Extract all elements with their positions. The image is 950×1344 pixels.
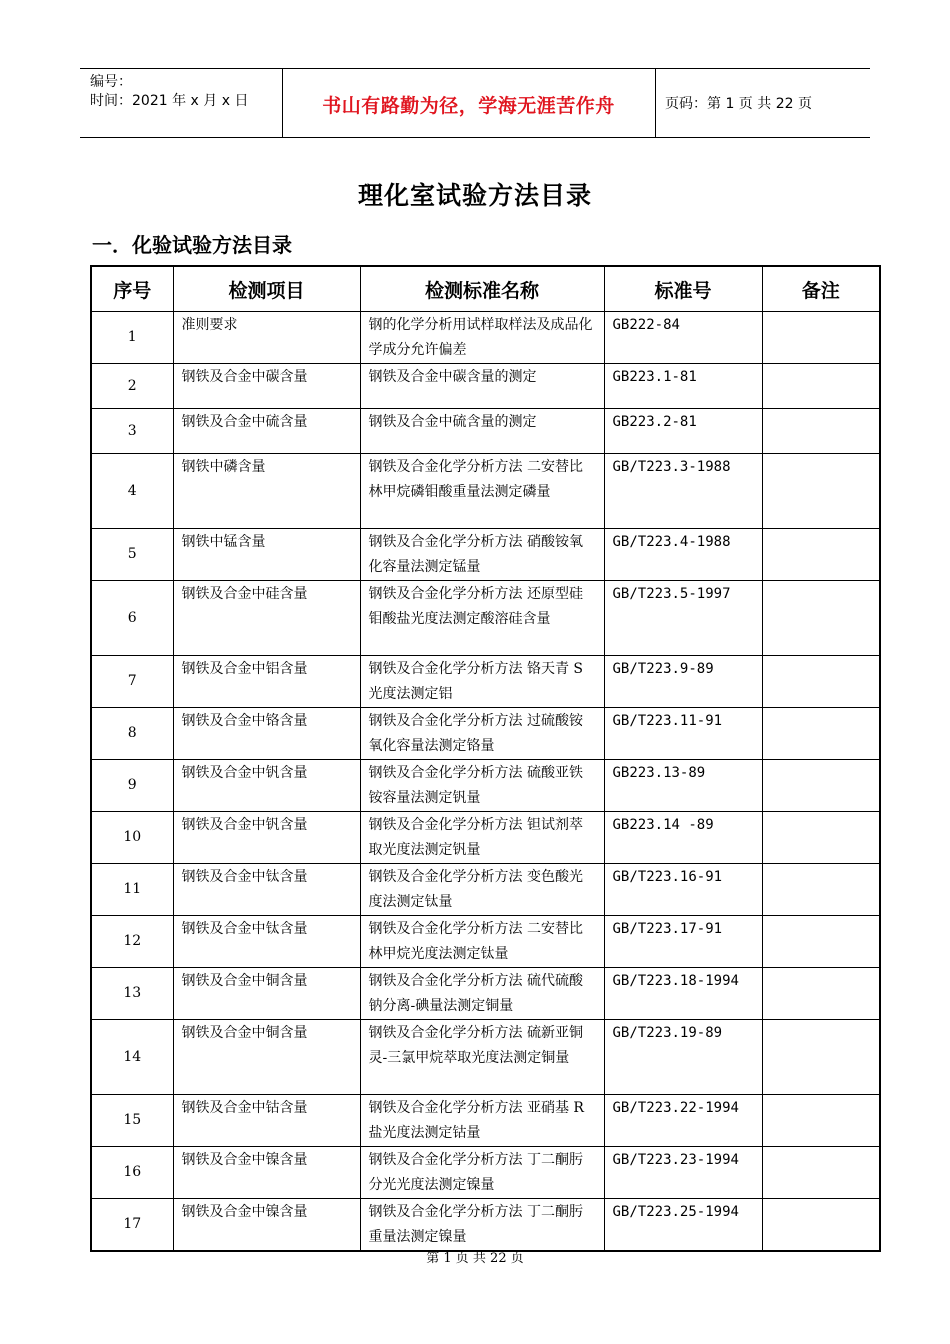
- row-note: [762, 864, 880, 916]
- row-standard-name: 钢铁及合金化学分析方法 钽试剂萃取光度法测定钒量: [360, 812, 604, 864]
- row-standard-no: GB/T223.25-1994: [604, 1199, 762, 1252]
- row-standard-name: 钢铁及合金化学分析方法 硫代硫酸钠分离-碘量法测定铜量: [360, 968, 604, 1020]
- row-standard-no: GB/T223.11-91: [604, 708, 762, 760]
- row-number: 3: [91, 409, 173, 454]
- row-standard-name: 钢铁及合金化学分析方法 亚硝基 R 盐光度法测定钴量: [360, 1095, 604, 1147]
- header-standard-no: 标准号: [604, 266, 762, 312]
- table-row: [91, 708, 880, 760]
- row-item: 钢铁及合金中硅含量: [173, 581, 360, 656]
- row-standard-name: 钢铁及合金中碳含量的测定: [360, 364, 604, 409]
- time-line: 时间：2021 年 x 月 x 日: [90, 93, 249, 109]
- methods-table: [90, 265, 881, 1252]
- row-note: [762, 454, 880, 529]
- row-standard-name: 钢铁及合金化学分析方法 铬天青 S 光度法测定铝: [360, 656, 604, 708]
- row-item: 钢铁及合金中铝含量: [173, 656, 360, 708]
- row-note: [762, 581, 880, 656]
- row-standard-no: GB/T223.17-91: [604, 916, 762, 968]
- row-number: 15: [91, 1095, 173, 1147]
- row-number: 17: [91, 1199, 173, 1252]
- table-row: [91, 529, 880, 581]
- row-item: 钢铁及合金中铜含量: [173, 968, 360, 1020]
- row-note: [762, 409, 880, 454]
- table-row: [91, 968, 880, 1020]
- row-number: 16: [91, 1147, 173, 1199]
- row-item: 钢铁及合金中镍含量: [173, 1199, 360, 1252]
- table-row: [91, 581, 880, 656]
- row-standard-no: GB/T223.22-1994: [604, 1095, 762, 1147]
- row-standard-name: 钢铁及合金化学分析方法 过硫酸铵氧化容量法测定铬量: [360, 708, 604, 760]
- row-number: 1: [91, 312, 173, 364]
- row-standard-name: 钢的化学分析用试样取样法及成品化学成分允许偏差: [360, 312, 604, 364]
- row-standard-name: 钢铁及合金化学分析方法 丁二酮肟重量法测定镍量: [360, 1199, 604, 1252]
- row-item: 钢铁及合金中镍含量: [173, 1147, 360, 1199]
- row-number: 7: [91, 656, 173, 708]
- page-footer: 第 1 页 共 22 页: [426, 1251, 524, 1266]
- table-row: [91, 656, 880, 708]
- row-standard-name: 钢铁及合金化学分析方法 硫新亚铜灵-三氯甲烷萃取光度法测定铜量: [360, 1020, 604, 1095]
- row-number: 10: [91, 812, 173, 864]
- table-row: [91, 916, 880, 968]
- table-row: [91, 760, 880, 812]
- row-item: 钢铁及合金中钒含量: [173, 760, 360, 812]
- header-slogan: 书山有路勤为径，学海无涯苦作舟: [322, 95, 615, 117]
- table-row: [91, 812, 880, 864]
- row-standard-no: GB/T223.3-1988: [604, 454, 762, 529]
- row-standard-name: 钢铁及合金中硫含量的测定: [360, 409, 604, 454]
- row-note: [762, 968, 880, 1020]
- row-note: [762, 760, 880, 812]
- row-standard-no: GB223.2-81: [604, 409, 762, 454]
- row-note: [762, 1020, 880, 1095]
- row-note: [762, 656, 880, 708]
- table-row: [91, 312, 880, 364]
- row-standard-name: 钢铁及合金化学分析方法 二安替比林甲烷磷钼酸重量法测定磷量: [360, 454, 604, 529]
- row-standard-name: 钢铁及合金化学分析方法 硝酸铵氧化容量法测定锰量: [360, 529, 604, 581]
- row-note: [762, 1147, 880, 1199]
- header-no: 序号: [91, 266, 173, 312]
- table-row: [91, 1199, 880, 1252]
- row-standard-name: 钢铁及合金化学分析方法 还原型硅钼酸盐光度法测定酸溶硅含量: [360, 581, 604, 656]
- row-standard-no: GB222-84: [604, 312, 762, 364]
- table-header-row: [91, 266, 880, 312]
- table-row: [91, 409, 880, 454]
- header-meta: [90, 73, 248, 111]
- row-number: 13: [91, 968, 173, 1020]
- row-standard-name: 钢铁及合金化学分析方法 硫酸亚铁铵容量法测定钒量: [360, 760, 604, 812]
- row-note: [762, 1199, 880, 1252]
- row-number: 2: [91, 364, 173, 409]
- row-item: 钢铁及合金中钴含量: [173, 1095, 360, 1147]
- row-standard-no: GB223.14 -89: [604, 812, 762, 864]
- row-note: [762, 916, 880, 968]
- row-item: 钢铁及合金中钛含量: [173, 864, 360, 916]
- row-number: 11: [91, 864, 173, 916]
- row-item: 钢铁中磷含量: [173, 454, 360, 529]
- row-note: [762, 312, 880, 364]
- table-row: [91, 1095, 880, 1147]
- table-row: [91, 454, 880, 529]
- row-standard-no: GB223.1-81: [604, 364, 762, 409]
- header-divider: [655, 69, 656, 137]
- header-note: 备注: [762, 266, 880, 312]
- table-row: [91, 1147, 880, 1199]
- row-standard-no: GB/T223.4-1988: [604, 529, 762, 581]
- row-standard-no: GB/T223.23-1994: [604, 1147, 762, 1199]
- table-row: [91, 864, 880, 916]
- row-item: 钢铁中锰含量: [173, 529, 360, 581]
- row-number: 9: [91, 760, 173, 812]
- row-note: [762, 364, 880, 409]
- row-number: 5: [91, 529, 173, 581]
- row-item: 钢铁及合金中铜含量: [173, 1020, 360, 1095]
- header-item: 检测项目: [173, 266, 360, 312]
- row-standard-no: GB/T223.16-91: [604, 864, 762, 916]
- header-standard-name: 检测标准名称: [360, 266, 604, 312]
- row-standard-name: 钢铁及合金化学分析方法 二安替比林甲烷光度法测定钛量: [360, 916, 604, 968]
- row-item: 钢铁及合金中铬含量: [173, 708, 360, 760]
- row-number: 4: [91, 454, 173, 529]
- document-title: 理化室试验方法目录: [357, 181, 592, 210]
- row-item: 准则要求: [173, 312, 360, 364]
- table-body: [91, 312, 880, 1252]
- row-item: 钢铁及合金中钒含量: [173, 812, 360, 864]
- row-standard-no: GB/T223.5-1997: [604, 581, 762, 656]
- row-standard-no: GB223.13-89: [604, 760, 762, 812]
- row-item: 钢铁及合金中硫含量: [173, 409, 360, 454]
- row-number: 8: [91, 708, 173, 760]
- row-item: 钢铁及合金中碳含量: [173, 364, 360, 409]
- table-row: [91, 1020, 880, 1095]
- row-number: 14: [91, 1020, 173, 1095]
- row-standard-name: 钢铁及合金化学分析方法 丁二酮肟分光光度法测定镍量: [360, 1147, 604, 1199]
- row-standard-no: GB/T223.19-89: [604, 1020, 762, 1095]
- row-note: [762, 812, 880, 864]
- row-standard-name: 钢铁及合金化学分析方法 变色酸光度法测定钛量: [360, 864, 604, 916]
- row-standard-no: GB/T223.9-89: [604, 656, 762, 708]
- header-page-info: 页码：第 1 页 共 22 页: [665, 96, 812, 112]
- code-label: 编号：: [90, 74, 132, 90]
- row-item: 钢铁及合金中钛含量: [173, 916, 360, 968]
- row-standard-no: GB/T223.18-1994: [604, 968, 762, 1020]
- row-note: [762, 1095, 880, 1147]
- section-heading: 一．化验试验方法目录: [92, 233, 292, 257]
- row-note: [762, 708, 880, 760]
- table-row: [91, 364, 880, 409]
- row-note: [762, 529, 880, 581]
- row-number: 6: [91, 581, 173, 656]
- row-number: 12: [91, 916, 173, 968]
- page-header: [80, 68, 870, 138]
